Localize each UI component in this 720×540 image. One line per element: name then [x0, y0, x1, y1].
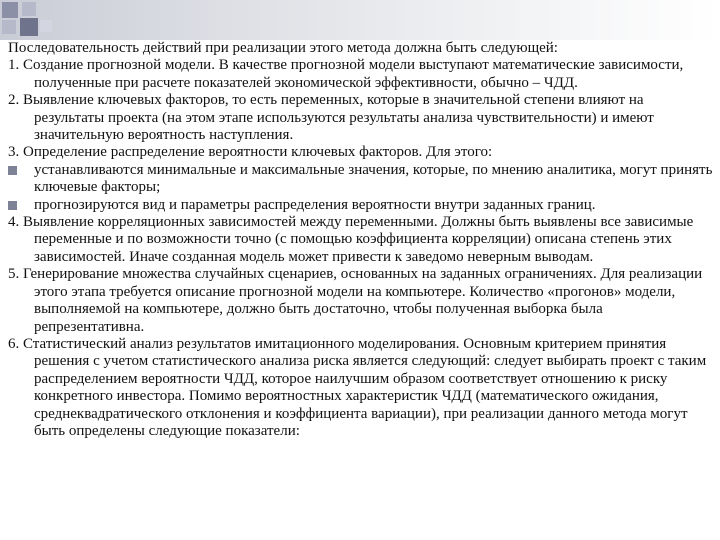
step-1: 1. Создание прогнозной модели. В качестве прогнозной модели выступают математические зависимости, полученные при расчете показателей экономической эффективности, обычно – ЧДД. [8, 57, 684, 91]
step-2: 2. Выявление ключевых факторов, то есть переменных, которые в значительной степени влияют на результаты проекта (на этом этапе используются результаты анализа чувствительности) и имеют значительную вероятность наступления. [8, 92, 654, 144]
bullet-text: прогнозируются вид и параметры распределения вероятности внутри заданных границ. [34, 196, 596, 213]
intro-text: Последовательность действий при реализации этого метода должна быть следующей: [8, 40, 558, 56]
step-3: 3. Определение распределение вероятности ключевых факторов. Для этого: [8, 144, 493, 161]
step-3-bullet-1 [8, 162, 716, 197]
bullet-text: устанавливаются минимальные и максимальные значения, которые, по мнению аналитика, могут принять ключевые факторы; [34, 161, 713, 196]
decorative-square [40, 20, 52, 32]
square-bullet-icon [8, 166, 17, 175]
slide-text [8, 40, 716, 440]
decorative-square [2, 2, 18, 18]
decorative-squares [0, 0, 60, 40]
decorative-square [2, 20, 16, 34]
square-bullet-icon [8, 201, 17, 210]
decorative-square [22, 2, 36, 16]
step-5: 5. Генерирование множества случайных сценариев, основанных на заданных ограничениях. Для реализации этого этапа требуется описание прогнозной модели на компьютере. Количество «прогонов» модели, выполняемой на компьютере, должно быть достаточно, чтобы полученная выборка была репрезентативна. [8, 266, 703, 335]
header-decoration [0, 0, 720, 40]
step-6: 6. Статистический анализ результатов имитационного моделирования. Основным критерием принятия решения с учетом статистического анализа риска является следующий: следует выбирать проект с таким распределением вероятности ЧДД, которое наилучшим образом соответствует отношению к риску конкретного инвестора. Помимо вероятностных характеристик ЧДД (математического ожидания, среднеквадратического отклонения и коэффициента вариации), при реализации данного метода могут быть определены следующие показатели: [8, 335, 707, 439]
step-4: 4. Выявление корреляционных зависимостей между переменными. Должны быть выявлены все зависимые переменные и по возможности точно (с помощью коэффициента корреляции) описана степень этих зависимостей. Иначе созданная модель может привести к заведомо неверным выводам. [8, 214, 694, 265]
step-3-bullet-2 [8, 197, 716, 214]
decorative-square [20, 18, 38, 36]
